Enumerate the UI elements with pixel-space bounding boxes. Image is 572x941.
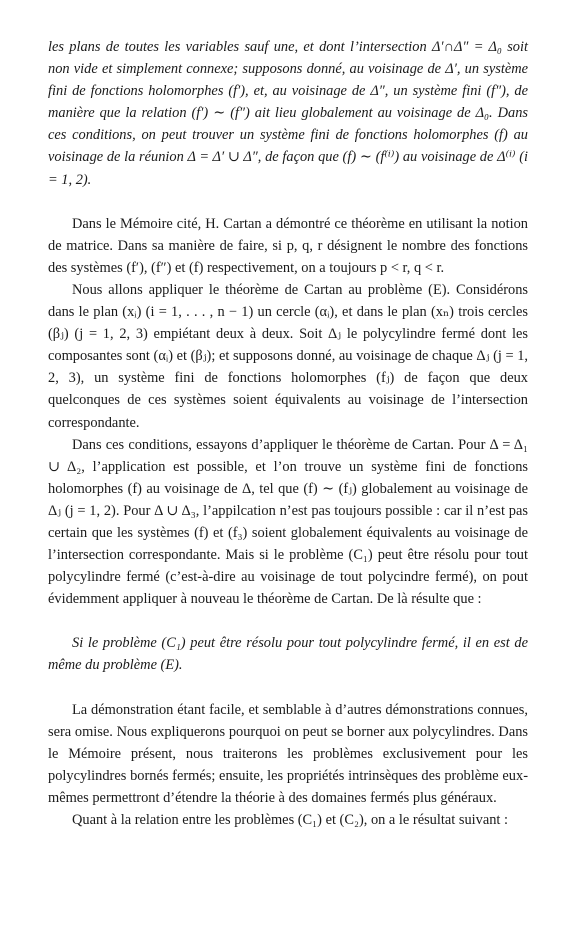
paragraph-apply-theorem: Nous allons appliquer le théorème de Cartan au problème (E). Considérons dans le plan (xᵢ) (i = 1, . . . , n − 1) un cercle (αᵢ), et dans le plan (xₙ) trois cercles (βⱼ) (j = 1, 2, 3) empiétant deux à deux. Soit Δⱼ le polycylindre fermé dont les composantes sont (αᵢ) et (βⱼ); et supposons donné, au voisinage de chaque Δⱼ (j = 1, 2, 3), un système fini de fonctions holomorphes (fⱼ) de façon que deux quelconques de ces systèmes soient équivalents au voisinage de l’intersection correspondante.: [48, 281, 528, 431]
paragraph-cartan-proof: Dans le Mémoire cité, H. Cartan a démontré ce théorème en utilisant la notion de matrice. Dans sa manière de faire, si p, q, r désignent le nombre des fonctions des systèmes (f′), (f″) et (f) respectivement, on a toujours p < r, q < r.: [48, 215, 528, 276]
proposition-statement: Si le problème (C₁) peut être résolu pour tout polycylindre fermé, il en est de même du problème (E).: [48, 635, 528, 674]
theorem-statement-continued: les plans de toutes les variables sauf une, et dont l’intersection Δ′∩Δ″ = Δ₀ soit non vide et simplement connexe; supposons donné, au voisinage de Δ′, un système fini de fonctions holomorphes (f′), et, au voisinage de Δ″, un système fini (f″), de manière que la relation (f′) ∼ (f″) ait lieu globalement au voisinage de Δ₀. Dans ces conditions, on peut trouver un système fini de fonctions holomorphes (f) au voisinage de la réunion Δ = Δ′ ∪ Δ″, de façon que (f) ∼ (f⁽ⁱ⁾) au voisinage de Δ⁽ⁱ⁾ (i = 1, 2).: [48, 39, 528, 188]
paragraph-conditions: Dans ces conditions, essayons d’appliquer le théorème de Cartan. Pour Δ = Δ₁ ∪ Δ₂, l’application est possible, et l’on trouve un système fini de fonctions holomorphes (f) au voisinage de Δ, tel que (f) ∼ (fⱼ) globalement au voisinage de Δⱼ (j = 1, 2). Pour Δ ∪ Δ₃, l’appilcation n’est pas toujours possible : car il n’est pas certain que les systèmes (f) et (f₃) soient globalement équivalents au voisinage de l’intersection correspondante. Mais si le problème (C₁) peut être résolu pour tout polycylindre fermé (c’est-à-dire au voisinage de tout polycindre fermé), on pout évidemment appliquer à nouveau le théorème de Cartan. De là résulte que :: [48, 436, 528, 608]
spacer: [48, 191, 528, 213]
spacer: [48, 610, 528, 632]
paragraph-demonstration: La démonstration étant facile, et semblable à d’autres démonstrations connues, sera omise. Nous expliquerons pourquoi on peut se borner aux polycylindres. Dans le Mémoire présent, nous traiterons les problèmes exclusivement pour les polycylindres bornés fermés; ensuite, les propriétés intrinsèques des problème eux-mêmes permettront d’étendre la théorie à des domaines fermés plus généraux.: [48, 701, 528, 806]
paragraph-relation: Quant à la relation entre les problèmes (C₁) et (C₂), on a le résultat suivant :: [72, 812, 509, 828]
spacer: [48, 677, 528, 699]
